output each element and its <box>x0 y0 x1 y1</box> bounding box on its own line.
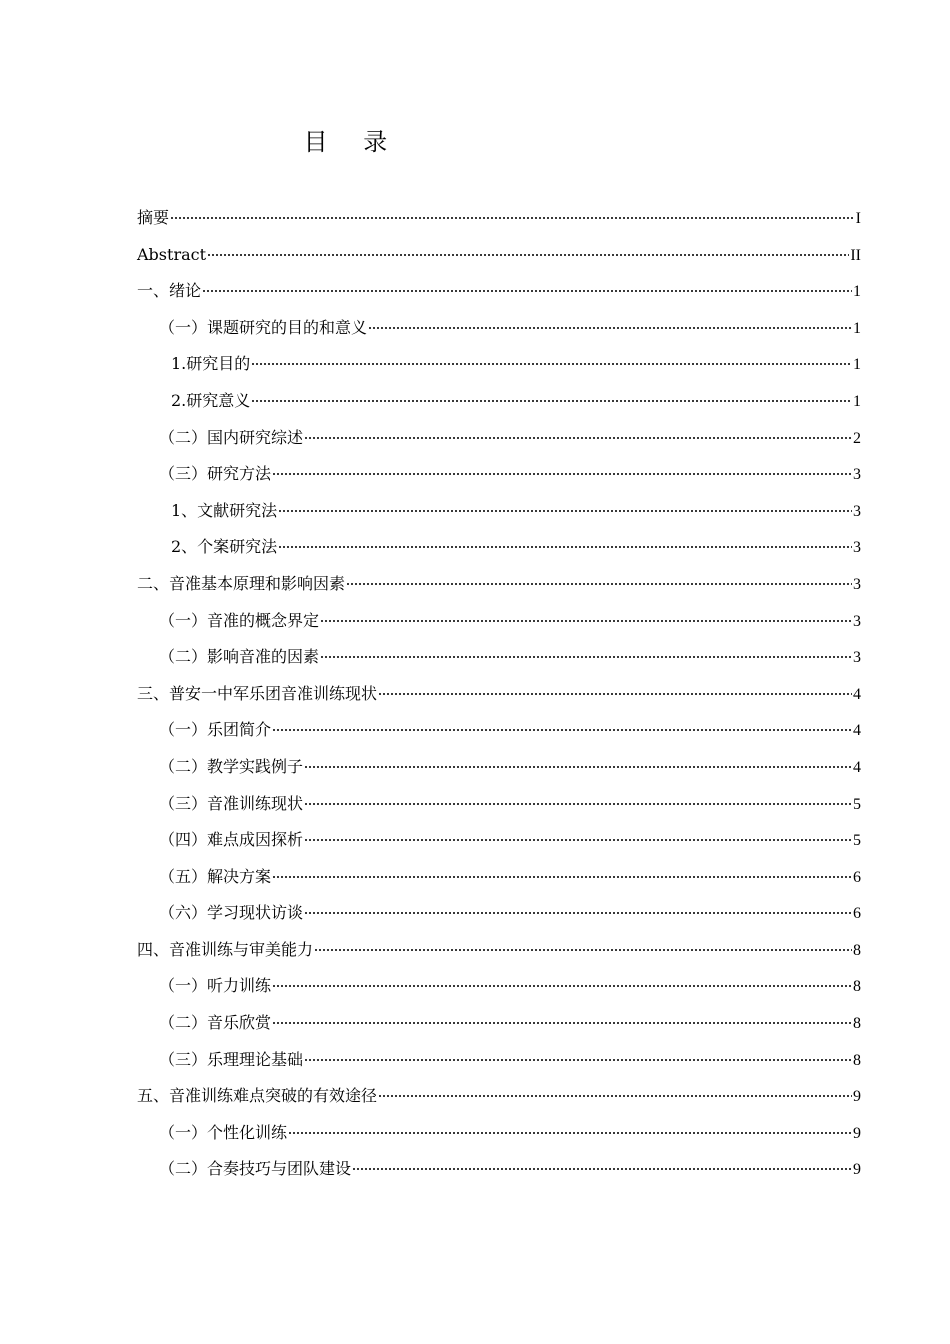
toc-entry-page-number: 1 <box>853 319 861 337</box>
toc-entry[interactable] <box>137 310 861 347</box>
toc-entry-label: 一、绪论 <box>137 281 202 301</box>
toc-entry-label: （五）解决方案 <box>159 866 272 886</box>
toc-entry[interactable] <box>137 566 861 603</box>
dot-leader <box>320 656 852 658</box>
dot-leader <box>202 290 852 292</box>
toc-entry-label: Abstract <box>137 244 207 264</box>
toc-entry-page-number: 3 <box>853 612 861 630</box>
dot-leader <box>304 1059 852 1061</box>
toc-entry-page-number: 8 <box>853 1051 861 1069</box>
toc-entry-label: 三、普安一中军乐团音准训练现状 <box>137 683 378 703</box>
dot-leader <box>272 1022 852 1024</box>
toc-entry-label: （六）学习现状访谈 <box>159 903 304 923</box>
toc-entry-page-number: 5 <box>853 832 861 850</box>
dot-leader <box>368 327 852 329</box>
toc-entry-label: （四）难点成因探析 <box>159 830 304 850</box>
dot-leader <box>304 803 852 805</box>
toc-entry-label: （一）音准的概念界定 <box>159 610 320 630</box>
toc-entry-page-number: 3 <box>853 575 861 593</box>
dot-leader <box>346 583 852 585</box>
toc-entry[interactable] <box>137 1005 861 1042</box>
toc-entry-page-number: I <box>855 210 861 227</box>
toc-entry[interactable] <box>137 603 861 640</box>
toc-entry-label: （二）教学实践例子 <box>159 756 304 776</box>
dot-leader <box>278 546 852 548</box>
toc-entry-label: 摘要 <box>137 208 170 227</box>
toc-entry-label: 二、音准基本原理和影响因素 <box>137 573 346 593</box>
toc-entry[interactable] <box>137 420 861 457</box>
dot-leader <box>352 1168 852 1170</box>
dot-leader <box>272 985 852 987</box>
toc-entry-page-number: 3 <box>853 649 861 667</box>
dot-leader <box>320 620 852 622</box>
toc-entry-page-number: 1 <box>853 283 861 301</box>
dot-leader <box>272 729 852 731</box>
toc-entry-label: （三）音准训练现状 <box>159 793 304 813</box>
toc-entry-page-number: 3 <box>853 539 861 557</box>
toc-entry-page-number: 2 <box>853 429 861 447</box>
toc-entry-page-number: 4 <box>853 758 861 776</box>
toc-entry[interactable] <box>137 712 861 749</box>
toc-entry[interactable] <box>137 749 861 786</box>
toc-entry-page-number: 9 <box>853 1124 861 1142</box>
toc-entry[interactable] <box>137 639 861 676</box>
toc-entry-label: 1、文献研究法 <box>171 500 278 520</box>
toc-entry[interactable] <box>137 1078 861 1115</box>
toc-entry-label: （一）个性化训练 <box>159 1122 288 1142</box>
dot-leader <box>278 510 852 512</box>
toc-entry-label: 2.研究意义 <box>171 390 251 410</box>
toc-entry-label: （三）乐理理论基础 <box>159 1049 304 1069</box>
toc-entry[interactable] <box>137 1151 861 1188</box>
toc-entry-label: 1.研究目的 <box>171 354 251 374</box>
toc-entry-page-number: 3 <box>853 466 861 484</box>
dot-leader <box>251 363 852 365</box>
toc-entry-label: （一）乐团简介 <box>159 720 272 740</box>
dot-leader <box>170 217 855 219</box>
dot-leader <box>251 400 852 402</box>
dot-leader <box>304 766 852 768</box>
dot-leader <box>304 912 852 914</box>
page-title: 目 录 <box>303 128 402 156</box>
toc-entry-page-number: 6 <box>853 905 861 923</box>
toc-entry[interactable] <box>137 786 861 823</box>
toc-entry-label: （一）听力训练 <box>159 976 272 996</box>
toc-entry-page-number: 9 <box>853 1088 861 1106</box>
toc-entry[interactable] <box>137 200 861 237</box>
toc-entry[interactable] <box>137 1115 861 1152</box>
toc-list <box>137 200 861 1188</box>
dot-leader <box>304 437 852 439</box>
toc-entry[interactable] <box>137 968 861 1005</box>
toc-entry-page-number: 1 <box>853 392 861 410</box>
toc-entry[interactable] <box>137 383 861 420</box>
dot-leader <box>304 839 852 841</box>
toc-entry-label: （二）影响音准的因素 <box>159 647 320 667</box>
toc-entry[interactable] <box>137 237 861 274</box>
dot-leader <box>272 876 852 878</box>
toc-entry-page-number: II <box>850 246 861 264</box>
toc-entry[interactable] <box>137 346 861 383</box>
toc-entry-label: 2、个案研究法 <box>171 537 278 557</box>
toc-entry-page-number: 8 <box>853 1015 861 1033</box>
toc-entry-page-number: 5 <box>853 795 861 813</box>
toc-entry[interactable] <box>137 493 861 530</box>
toc-entry-page-number: 1 <box>853 356 861 374</box>
toc-entry[interactable] <box>137 932 861 969</box>
toc-entry[interactable] <box>137 273 861 310</box>
dot-leader <box>272 473 852 475</box>
toc-entry[interactable] <box>137 822 861 859</box>
toc-entry-label: （三）研究方法 <box>159 464 272 484</box>
dot-leader <box>207 254 849 256</box>
dot-leader <box>288 1132 852 1134</box>
toc-entry[interactable] <box>137 529 861 566</box>
toc-entry-label: 五、音准训练难点突破的有效途径 <box>137 1086 378 1106</box>
toc-entry-label: （二）合奏技巧与团队建设 <box>159 1159 352 1179</box>
toc-entry-label: （二）国内研究综述 <box>159 427 304 447</box>
toc-entry-page-number: 3 <box>853 502 861 520</box>
toc-entry-page-number: 8 <box>853 978 861 996</box>
toc-entry-page-number: 4 <box>853 722 861 740</box>
toc-entry-page-number: 6 <box>853 868 861 886</box>
toc-entry[interactable] <box>137 1042 861 1079</box>
toc-entry[interactable] <box>137 676 861 713</box>
toc-entry[interactable] <box>137 859 861 896</box>
toc-entry[interactable] <box>137 895 861 932</box>
toc-entry[interactable] <box>137 456 861 493</box>
toc-entry-page-number: 9 <box>853 1161 861 1179</box>
toc-entry-label: （一）课题研究的目的和意义 <box>159 317 368 337</box>
toc-entry-page-number: 8 <box>853 941 861 959</box>
dot-leader <box>378 693 852 695</box>
dot-leader <box>314 949 852 951</box>
toc-entry-label: 四、音准训练与审美能力 <box>137 939 314 959</box>
dot-leader <box>378 1095 852 1097</box>
toc-entry-label: （二）音乐欣赏 <box>159 1013 272 1033</box>
toc-entry-page-number: 4 <box>853 685 861 703</box>
